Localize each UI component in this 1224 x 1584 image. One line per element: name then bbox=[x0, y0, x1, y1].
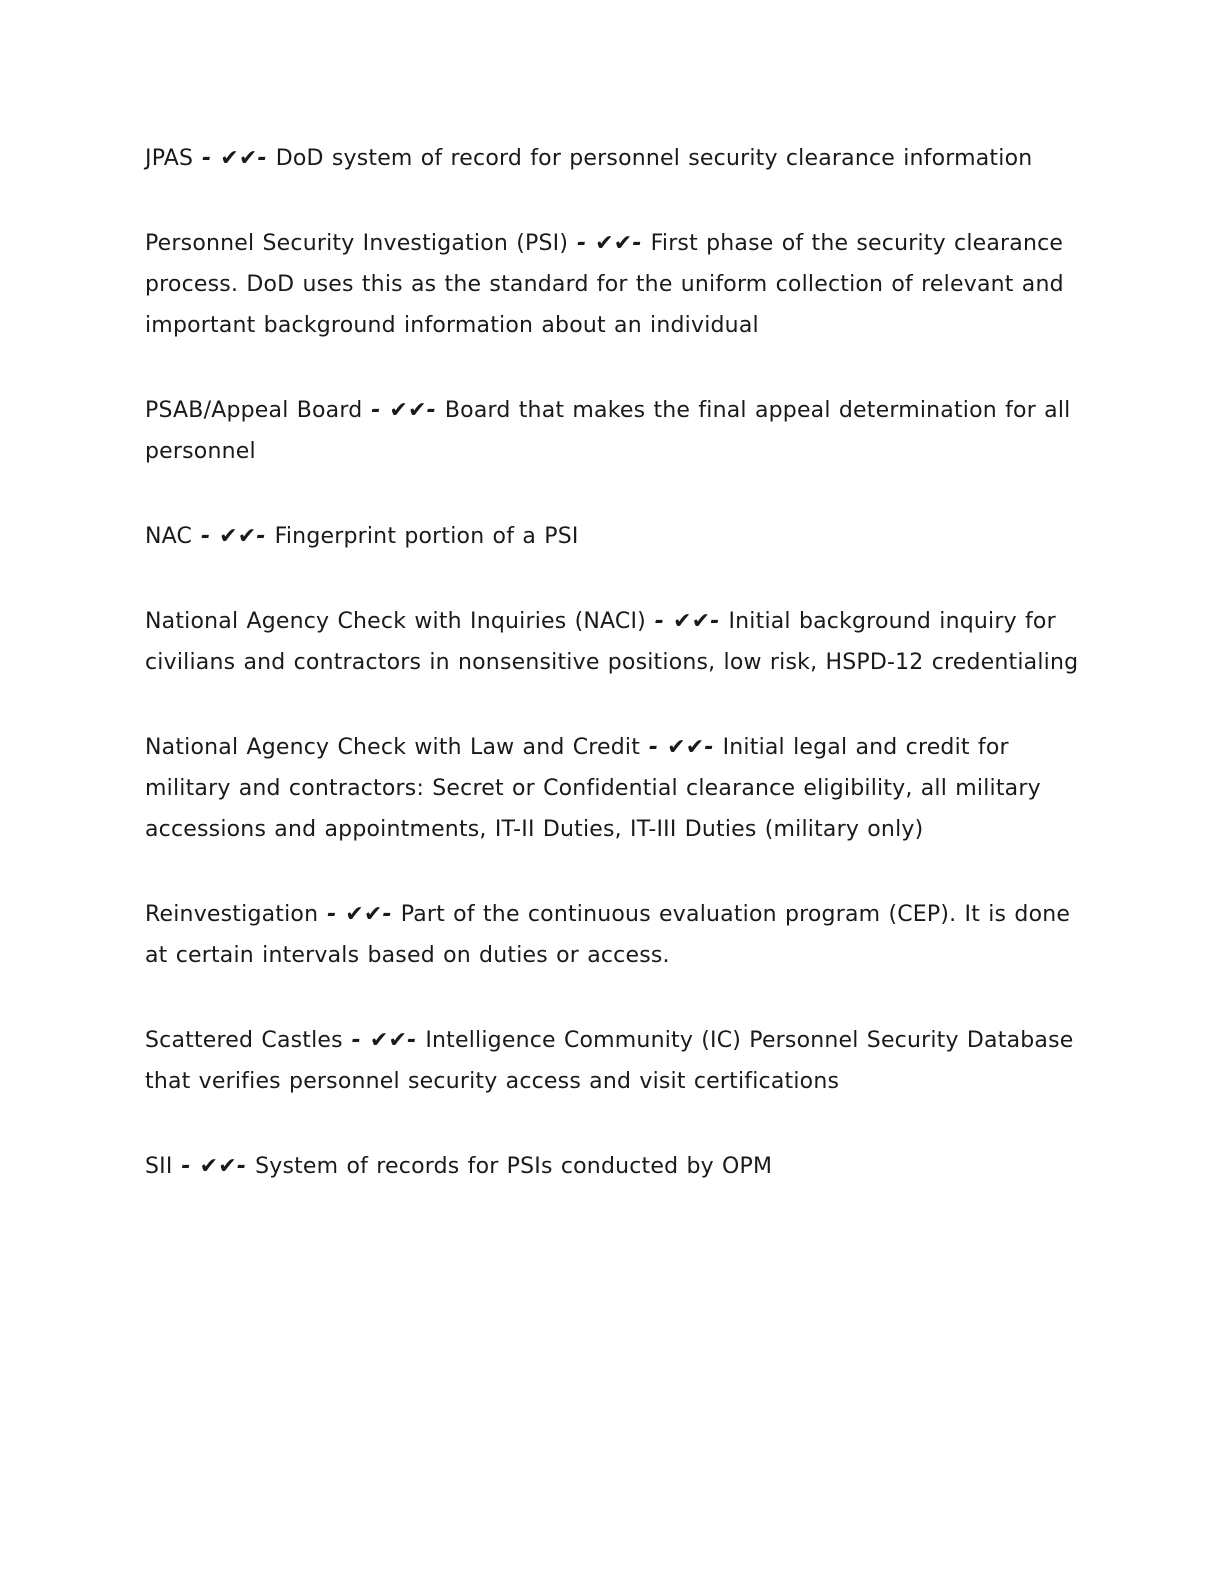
double-checkmark-separator: - ✔✔- bbox=[318, 902, 401, 927]
double-checkmark-separator: - ✔✔- bbox=[192, 524, 275, 549]
definition-text: DoD system of record for personnel security clearance information bbox=[275, 146, 1033, 171]
term-text: SII bbox=[145, 1154, 173, 1179]
definition-entry-jpas bbox=[145, 138, 1082, 179]
definition-entry-psab bbox=[145, 390, 1082, 472]
definition-entry-reinvestigation bbox=[145, 894, 1082, 976]
definition-entry-nac bbox=[145, 516, 1082, 557]
term-text: Reinvestigation bbox=[145, 902, 319, 927]
term-text: Scattered Castles bbox=[145, 1028, 343, 1053]
double-checkmark-separator: - ✔✔- bbox=[640, 735, 723, 760]
definition-text: First phase of the security clearance process. DoD uses this as the standard for the uniform collection of relevant and important background information about an individual bbox=[145, 231, 1064, 338]
definition-text: Initial background inquiry for civilians and contractors in nonsensitive positions, low risk, HSPD-12 credentialing bbox=[145, 609, 1079, 675]
double-checkmark-separator: - ✔✔- bbox=[568, 231, 651, 256]
definition-text: System of records for PSIs conducted by OPM bbox=[255, 1154, 773, 1179]
term-text: JPAS bbox=[145, 146, 194, 171]
double-checkmark-separator: - ✔✔- bbox=[193, 146, 276, 171]
definition-entry-sii bbox=[145, 1146, 1082, 1187]
double-checkmark-separator: - ✔✔- bbox=[645, 609, 729, 634]
definition-entry-scattered-castles bbox=[145, 1020, 1082, 1102]
definition-text: Initial legal and credit for military and contractors: Secret or Confidential clearance eligibility, all military accessions and appointments, IT-II Duties, IT-III Duties (military only) bbox=[145, 735, 1041, 842]
term-text: Personnel Security Investigation (PSI) bbox=[145, 231, 569, 256]
definition-entry-naci bbox=[145, 601, 1082, 683]
definition-text: Board that makes the final appeal determination for all personnel bbox=[145, 398, 1071, 464]
term-text: National Agency Check with Law and Credit bbox=[145, 735, 641, 760]
definition-entry-psi bbox=[145, 223, 1082, 346]
term-text: NAC bbox=[145, 524, 193, 549]
definition-entry-naclc bbox=[145, 727, 1082, 850]
definition-text: Part of the continuous evaluation program (CEP). It is done at certain intervals based on duties or access. bbox=[145, 902, 1071, 968]
double-checkmark-separator: - ✔✔- bbox=[342, 1028, 426, 1053]
term-text: PSAB/Appeal Board bbox=[145, 398, 363, 423]
term-text: National Agency Check with Inquiries (NACI) bbox=[145, 609, 646, 634]
double-checkmark-separator: - ✔✔- bbox=[362, 398, 445, 423]
definition-text: Intelligence Community (IC) Personnel Security Database that verifies personnel security access and visit certifications bbox=[145, 1028, 1074, 1094]
double-checkmark-separator: - ✔✔- bbox=[172, 1154, 256, 1179]
definition-text: Fingerprint portion of a PSI bbox=[274, 524, 579, 549]
